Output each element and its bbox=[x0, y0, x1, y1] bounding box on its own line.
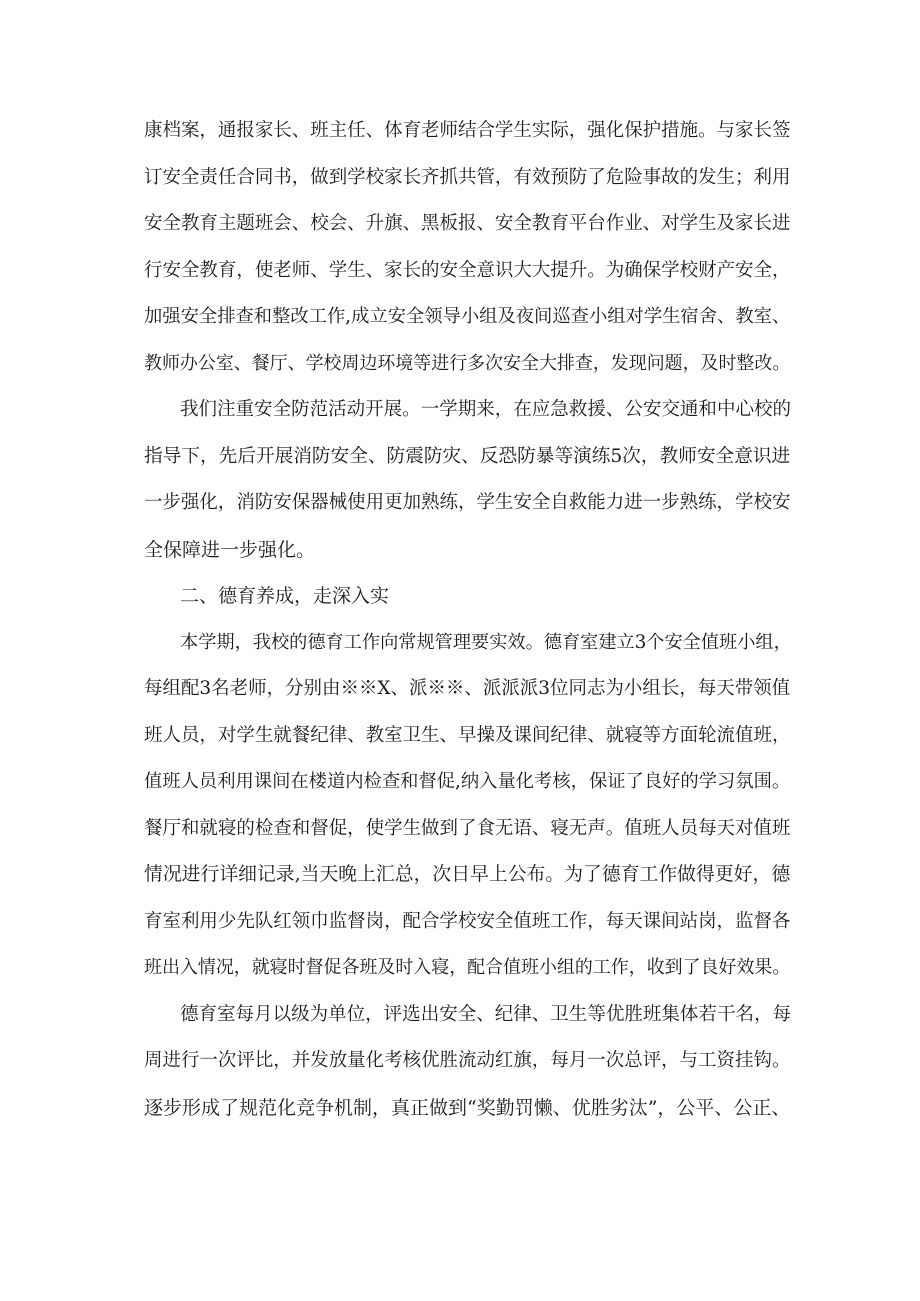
text-line: 教师办公室、餐厅、学校周边环境等进行多次安全大排查，发现问题，及时整改。 bbox=[144, 352, 791, 374]
text-line: 每组配3名老师，分别由※※X、派※※、派派派3位同志为小组长，每天带领值 bbox=[144, 678, 791, 699]
text-line: 康档案，通报家长、班主任、体育老师结合学生实际，强化保护措施。与家长签 bbox=[144, 120, 791, 141]
text-line: 全保障进一步强化。 bbox=[144, 538, 316, 561]
paragraph-safety-measures bbox=[144, 108, 794, 387]
text-line: 一步强化，消防安保器械使用更加熟练，学生安全自救能力进一步熟练，学校安 bbox=[144, 492, 791, 513]
paragraph-safety-drills bbox=[144, 387, 794, 573]
text-line: 值班人员利用课间在楼道内检查和督促,纳入量化考核，保证了良好的学习氛围。 bbox=[144, 771, 791, 792]
text-line: 指导下，先后开展消防安全、防震防灾、反恐防暴等演练5次，教师安全意识进 bbox=[144, 445, 791, 467]
section-heading bbox=[144, 573, 794, 620]
text-line: 周进行一次评比，并发放量化考核优胜流动红旗，每月一次总评，与工资挂钩。 bbox=[144, 1050, 791, 1071]
paragraph-moral-education bbox=[144, 620, 794, 992]
text-line: 本学期，我校的德育工作向常规管理要实效。德育室建立3个安全值班小组， bbox=[180, 631, 792, 653]
text-line: 逐步形成了规范化竞争机制，真正做到“奖勤罚懒、优胜劣汰”，公平、公正、 bbox=[144, 1096, 791, 1119]
text-line: 班人员，对学生就餐纪律、教室卫生、早操及课间纪律、就寝等方面轮流值班， bbox=[144, 724, 791, 746]
document-body bbox=[144, 108, 794, 1131]
text-line: 育室利用少先队红领巾监督岗，配合学校安全值班工作，每天课间站岗，监督各 bbox=[144, 910, 791, 932]
text-line: 班出入情况，就寝时督促各班及时入寝，配合值班小组的工作，收到了良好效果。 bbox=[144, 957, 791, 978]
text-line: 餐厅和就寝的检查和督促，使学生做到了食无语、寝无声。值班人员每天对值班 bbox=[144, 817, 791, 839]
text-line: 情况进行详细记录,当天晚上汇总，次日早上公布。为了德育工作做得更好，德 bbox=[144, 864, 791, 885]
text-line: 德育室每月以级为单位，评选出安全、纪律、卫生等优胜班集体若干名，每 bbox=[180, 1003, 792, 1025]
text-line: 我们注重安全防范活动开展。一学期来，在应急救援、公安交通和中心校的 bbox=[180, 399, 792, 420]
text-line: 订安全责任合同书，做到学校家长齐抓共管，有效预防了危险事故的发生；利用 bbox=[144, 166, 791, 188]
text-line: 安全教育主题班会、校会、升旗、黑板报、安全教育平台作业、对学生及家长进 bbox=[144, 213, 791, 234]
paragraph-class-evaluation bbox=[144, 992, 794, 1132]
text-line: 加强安全排查和整改工作,成立安全领导小组及夜间巡查小组对学生宿舍、教室、 bbox=[144, 306, 791, 327]
heading-text: 二、德育养成，走深入实 bbox=[180, 585, 390, 607]
text-line: 行安全教育，使老师、学生、家长的安全意识大大提升。为确保学校财产安全， bbox=[144, 259, 791, 281]
